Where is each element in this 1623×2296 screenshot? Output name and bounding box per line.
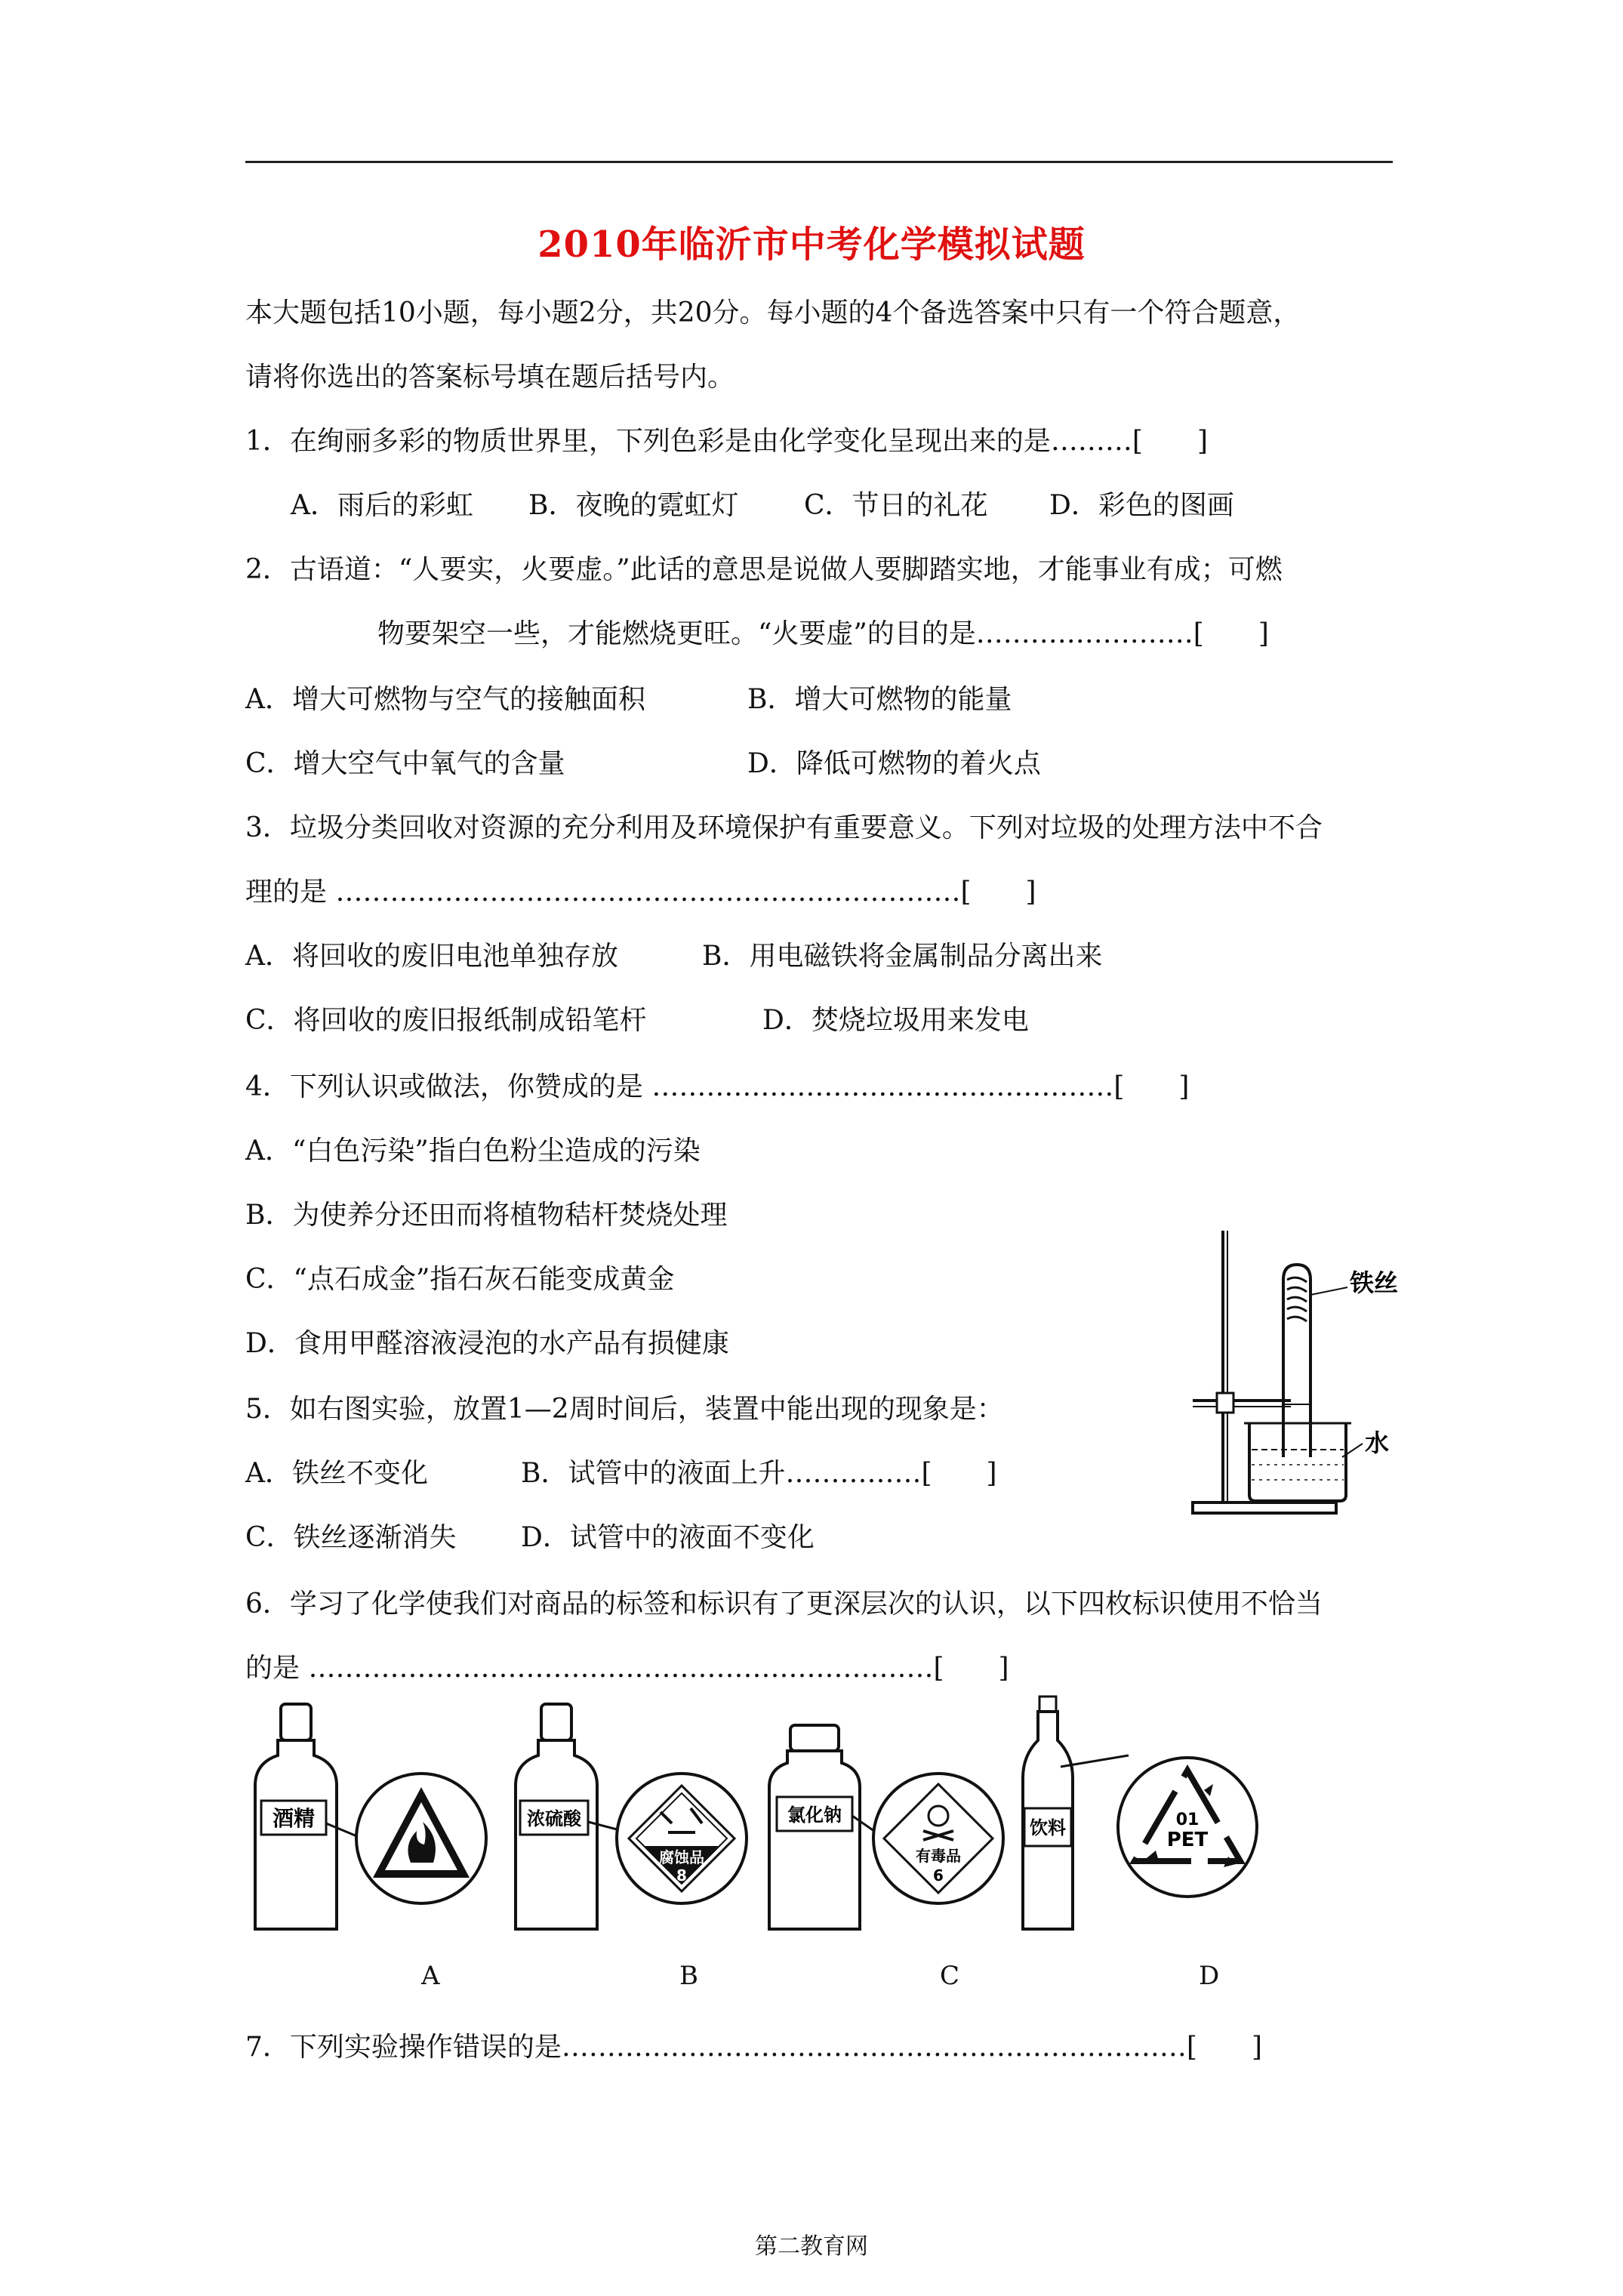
bottle-label-alcohol: 酒精 xyxy=(272,1806,316,1831)
q1-option-c: C．节日的礼花 xyxy=(804,490,988,521)
q2-stem-line-1: 2．古语道：“人要实，火要虚。”此话的意思是说做人要脚踏实地，才能事业有成；可燃 xyxy=(245,554,1283,585)
q3-option-c: C．将回收的废旧报纸制成铅笔杆 xyxy=(245,1005,647,1036)
q3-option-d: D．焚烧垃圾用来发电 xyxy=(762,1005,1029,1036)
q2-option-a: A．增大可燃物与空气的接触面积 xyxy=(245,684,645,715)
q6-option-label-d: D xyxy=(1199,1961,1220,1991)
q5-option-d: D．试管中的液面不变化 xyxy=(521,1522,815,1553)
q1-option-a: A．雨后的彩虹 xyxy=(291,490,473,521)
q5-option-c: C．铁丝逐渐消失 xyxy=(245,1522,457,1553)
q6-option-label-c: C xyxy=(940,1961,960,1991)
q4-option-b: B．为使养分还田而将植物秸杆焚烧处理 xyxy=(245,1200,728,1231)
q3-option-a: A．将回收的废旧电池单独存放 xyxy=(245,941,618,972)
bottle-label-beverage: 饮料 xyxy=(1030,1817,1066,1838)
q7-stem: 7．下列实验操作错误的是……………………………………………………………[ ] xyxy=(245,2032,1262,2063)
q3-option-b: B．用电磁铁将金属制品分离出来 xyxy=(702,941,1103,972)
q5-option-a: A．铁丝不变化 xyxy=(245,1458,428,1489)
page-title: 2010年临沂市中考化学模拟试题 xyxy=(537,223,1086,266)
q6-option-label-a: A xyxy=(421,1961,440,1991)
intro-line-1: 本大题包括10小题，每小题2分，共20分。每小题的4个备选答案中只有一个符合题意， xyxy=(245,297,1301,328)
q2-stem-line-2: 物要架空一些，才能燃烧更旺。“火要虚”的目的是……………………[ ] xyxy=(377,618,1269,649)
iron-wire-experiment-figure xyxy=(1178,1223,1427,1525)
q1-option-d: D．彩色的图画 xyxy=(1049,490,1234,521)
q6-option-label-b: B xyxy=(679,1961,698,1991)
bottle-label-sodium-chloride: 氯化钠 xyxy=(787,1804,842,1826)
q6-stem-line-2: 的是 ……………………………………………………………[ ] xyxy=(245,1653,1009,1684)
q2-option-d: D．降低可燃物的着火点 xyxy=(747,748,1041,779)
intro-line-2: 请将你选出的答案标号填在题后括号内。 xyxy=(245,362,735,393)
q4-option-c: C．“点石成金”指石灰石能变成黄金 xyxy=(245,1264,675,1295)
q3-stem-line-1: 3．垃圾分类回收对资源的充分利用及环境保护有重要意义。下列对垃圾的处理方法中不合 xyxy=(245,812,1323,843)
q2-option-c: C．增大空气中氧气的含量 xyxy=(245,748,565,779)
toxic-sign-text: 有毒品 xyxy=(916,1847,961,1865)
bottle-label-sulfuric-acid: 浓硫酸 xyxy=(527,1808,581,1829)
q1-stem: 1．在绚丽多彩的物质世界里，下列色彩是由化学变化呈现出来的是………[ ] xyxy=(245,426,1208,457)
q4-option-d: D．食用甲醛溶液浸泡的水产品有损健康 xyxy=(245,1328,729,1359)
q4-option-a: A．“白色污染”指白色粉尘造成的污染 xyxy=(245,1136,701,1166)
corrosive-sign-text: 腐蚀品 xyxy=(659,1848,704,1866)
water-label: 水 xyxy=(1365,1428,1390,1457)
toxic-class-number: 6 xyxy=(933,1866,944,1885)
corrosive-class-number: 8 xyxy=(676,1866,687,1885)
q4-stem: 4．下列认识或做法，你赞成的是 ……………………………………………[ ] xyxy=(245,1071,1190,1102)
q5-option-b: B．试管中的液面上升……………[ ] xyxy=(521,1458,997,1489)
page-footer: 第二教育网 xyxy=(755,2233,868,2260)
q1-option-b: B．夜晚的霓虹灯 xyxy=(528,490,739,521)
q6-stem-line-1: 6．学习了化学使我们对商品的标签和标识有了更深层次的认识，以下四枚标识使用不恰当 xyxy=(245,1589,1323,1620)
label-figure-b xyxy=(510,1703,751,1937)
q3-stem-line-2: 理的是 ……………………………………………………………[ ] xyxy=(245,877,1036,908)
q2-option-b: B．增大可燃物的能量 xyxy=(747,684,1012,715)
iron-wire-label: 铁丝 xyxy=(1350,1268,1399,1297)
label-figure-a xyxy=(249,1703,491,1937)
recycle-code-pet: PET xyxy=(1166,1829,1209,1851)
label-figure-c xyxy=(766,1703,1008,1937)
q5-stem: 5．如右图实验，放置1—2周时间后，装置中能出现的现象是： xyxy=(245,1394,1004,1425)
recycle-code-number: 01 xyxy=(1175,1811,1200,1829)
header-rule xyxy=(245,161,1393,163)
label-figure-d xyxy=(1015,1695,1264,1937)
